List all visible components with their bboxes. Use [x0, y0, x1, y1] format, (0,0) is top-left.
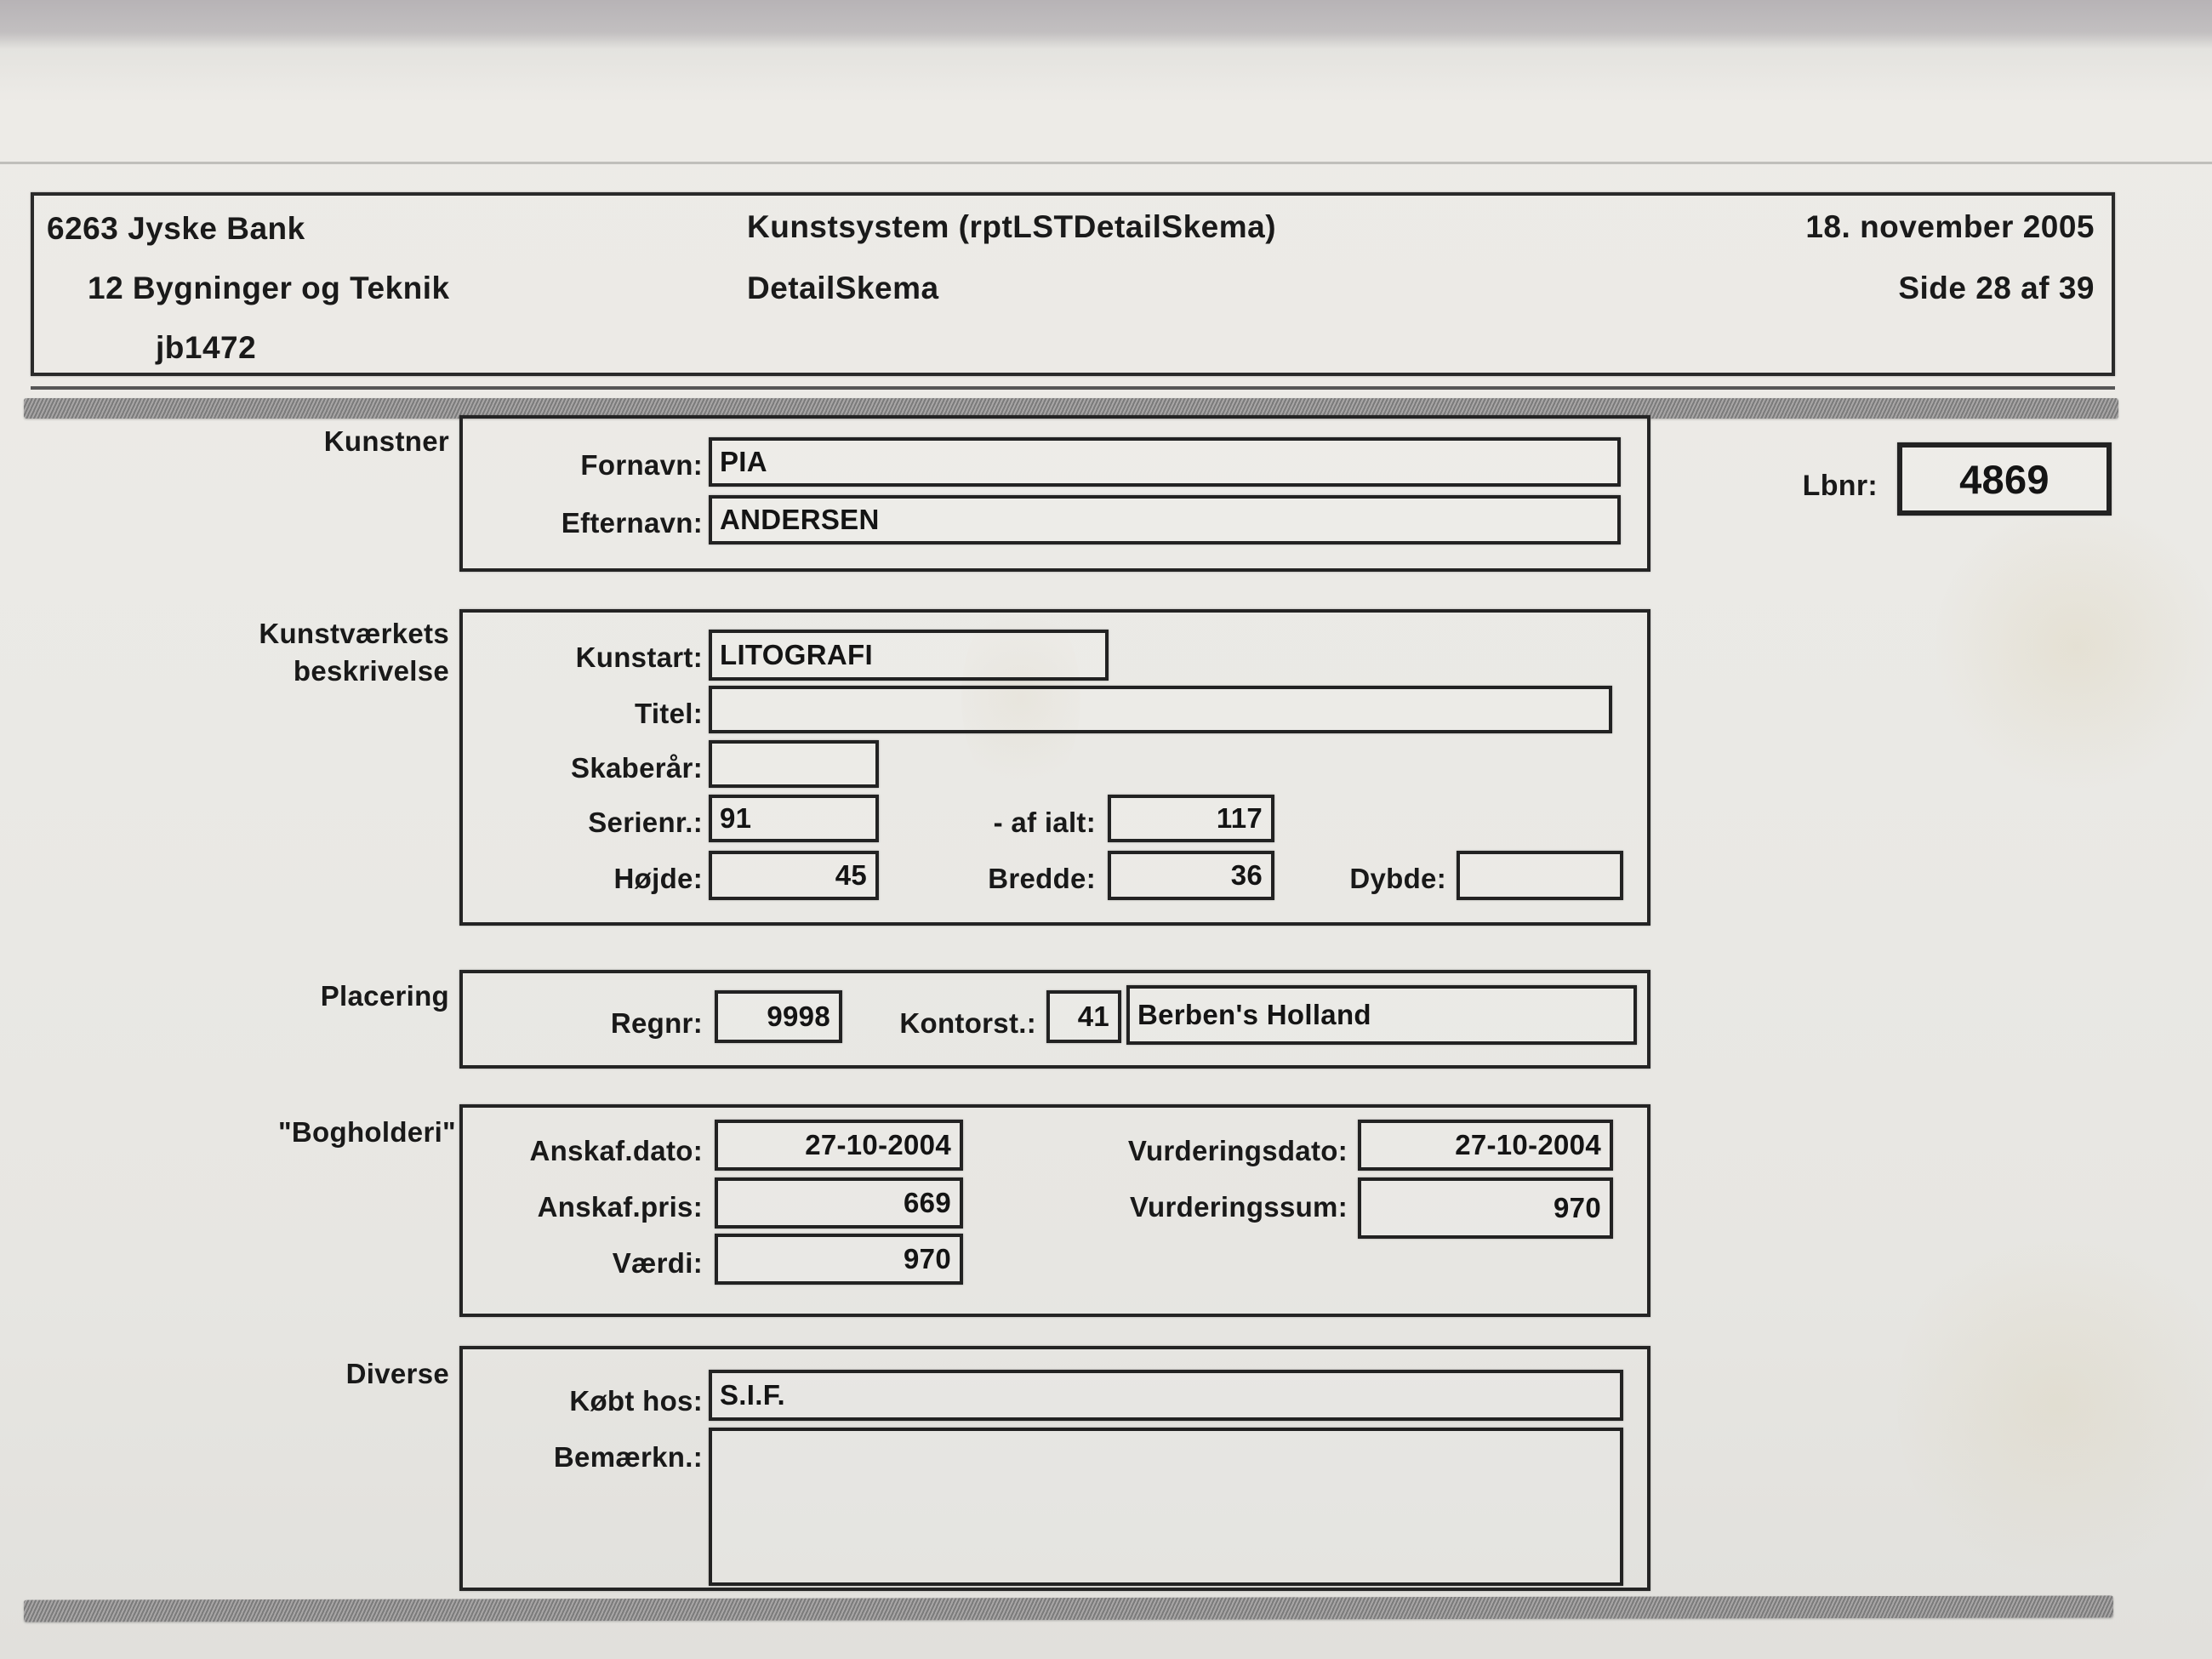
section-label-kunstner: Kunstner: [323, 425, 449, 457]
regnr-field: 9998: [715, 990, 842, 1043]
bemaerkn-field: [709, 1428, 1623, 1586]
dybde-label: Dybde:: [1349, 863, 1446, 894]
vurderingssum-label: Vurderingssum:: [1129, 1191, 1348, 1223]
scan-shadow-line: [0, 162, 2212, 164]
report-date: 18. november 2005: [1805, 209, 2095, 244]
vurderingsdato-field: 27-10-2004: [1358, 1120, 1613, 1171]
efternavn-label: Efternavn:: [561, 507, 703, 539]
af-ialt-field: 117: [1108, 795, 1274, 842]
vurderingssum-field: 970: [1358, 1177, 1613, 1239]
header-underline: [31, 386, 2115, 390]
paper-stain: [1897, 1217, 2212, 1591]
fornavn-field: PIA: [709, 437, 1621, 487]
regnr-label: Regnr:: [610, 1007, 703, 1039]
af-ialt-label: - af ialt:: [993, 807, 1096, 838]
section-label-beskrivelse-2: beskrivelse: [293, 655, 449, 687]
bank-id-line: 6263 Jyske Bank: [47, 211, 305, 246]
bredde-field: 36: [1108, 851, 1274, 900]
titel-label: Titel:: [634, 698, 703, 729]
hoejde-label: Højde:: [613, 863, 703, 894]
page-indicator: Side 28 af 39: [1898, 271, 2095, 305]
skaberaar-label: Skaberår:: [571, 752, 703, 784]
efternavn-field: ANDERSEN: [709, 495, 1621, 544]
paper-stain: [1931, 502, 2212, 791]
titel-field: [709, 686, 1612, 733]
koebt-hos-field: S.I.F.: [709, 1370, 1623, 1421]
kontorst-nr-field: 41: [1046, 990, 1121, 1043]
section-label-bogholderi: "Bogholderi": [277, 1116, 456, 1148]
vurderingsdato-label: Vurderingsdato:: [1127, 1135, 1348, 1166]
kunstart-label: Kunstart:: [575, 641, 703, 673]
serienr-field: 91: [709, 795, 879, 842]
skaberaar-field: [709, 740, 879, 788]
report-title: Kunstsystem (rptLSTDetailSkema): [747, 209, 1277, 244]
bottom-rule: [24, 1595, 2113, 1622]
section-label-beskrivelse-1: Kunstværkets: [259, 618, 449, 649]
anskaf-dato-field: 27-10-2004: [715, 1120, 963, 1171]
anskaf-pris-label: Anskaf.pris:: [537, 1191, 703, 1223]
fornavn-label: Fornavn:: [580, 449, 703, 481]
anskaf-pris-field: 669: [715, 1177, 963, 1229]
user-id-line: jb1472: [156, 330, 257, 365]
vaerdi-field: 970: [715, 1234, 963, 1285]
section-label-placering: Placering: [320, 980, 449, 1012]
lbnr-label: Lbnr:: [1802, 470, 1878, 502]
bemaerkn-label: Bemærkn.:: [553, 1441, 703, 1473]
anskaf-dato-label: Anskaf.dato:: [529, 1135, 703, 1166]
serienr-label: Serienr.:: [588, 807, 703, 838]
kontorst-label: Kontorst.:: [899, 1007, 1036, 1039]
vaerdi-label: Værdi:: [612, 1247, 703, 1279]
kunstart-field: LITOGRAFI: [709, 630, 1109, 681]
hoejde-field: 45: [709, 851, 879, 900]
koebt-hos-label: Købt hos:: [569, 1385, 703, 1417]
dybde-field: [1457, 851, 1623, 900]
kontorst-navn-field: Berben's Holland: [1126, 985, 1637, 1045]
lbnr-field: 4869: [1897, 442, 2112, 516]
bredde-label: Bredde:: [988, 863, 1096, 894]
department-line: 12 Bygninger og Teknik: [88, 271, 450, 305]
section-label-diverse: Diverse: [345, 1358, 449, 1389]
report-subtitle: DetailSkema: [747, 271, 939, 305]
